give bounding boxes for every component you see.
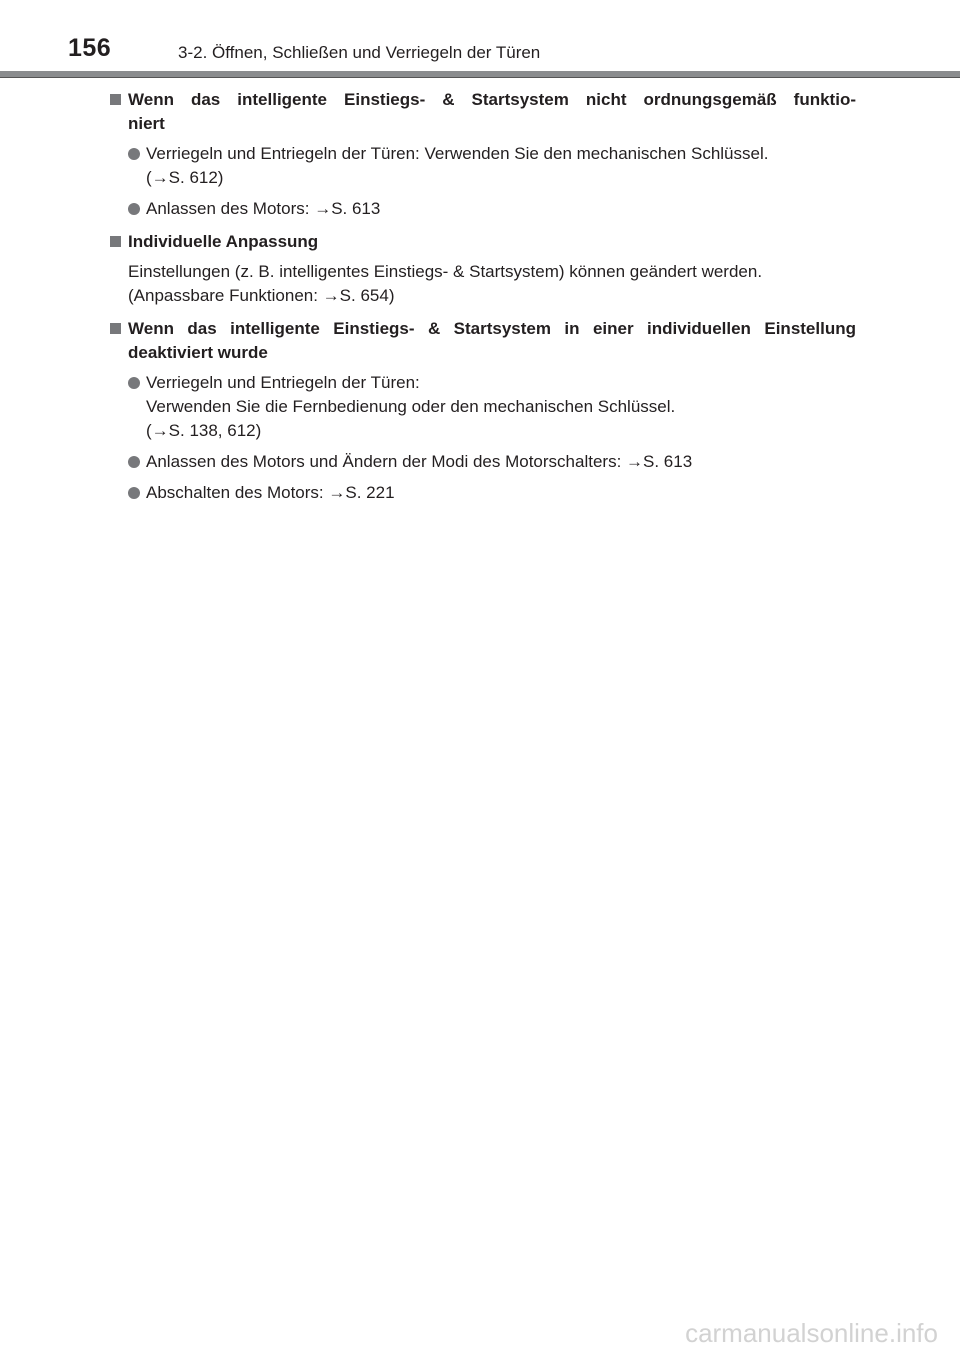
square-bullet-icon (110, 323, 121, 334)
square-bullet-icon (110, 236, 121, 247)
list-item-line: Anlassen des Motors und Ändern der Modi des Motorschalters: →S. 613 (146, 452, 693, 471)
circle-bullet-icon (128, 456, 140, 468)
list-item-line: Abschalten des Motors: →S. 221 (146, 483, 395, 502)
section-heading (108, 230, 856, 254)
list-item (108, 450, 856, 474)
heading-line: niert (128, 114, 165, 133)
list-item (108, 371, 856, 443)
circle-bullet-icon (128, 487, 140, 499)
circle-bullet-icon (128, 148, 140, 160)
circle-bullet-icon (128, 203, 140, 215)
list-item-line: Verwenden Sie die Fernbedienung oder den mechanischen Schlüssel. (146, 397, 676, 416)
list-item-line: Verriegeln und Entriegeln der Türen: (146, 373, 420, 392)
square-bullet-icon (110, 94, 121, 105)
page-content (108, 88, 856, 514)
section-heading (108, 317, 856, 365)
heading-line: Individuelle Anpassung (128, 232, 319, 251)
heading-line: Wenn das intelligente Einstiegs- & Startsystem in einer individuellen Einstellung (128, 319, 856, 338)
list-item (108, 197, 856, 221)
header-rule (0, 71, 960, 78)
page-reference-link[interactable]: (→S. 612) (146, 168, 224, 187)
section-deactivated (108, 317, 856, 505)
page-reference-link[interactable]: (Anpassbare Funktionen: →S. 654) (128, 286, 395, 305)
chapter-title: 3-2. Öffnen, Schließen und Verriegeln der Türen (178, 43, 541, 62)
section-individual-customization (108, 230, 856, 308)
list-item (108, 481, 856, 505)
section-heading (108, 88, 856, 136)
watermark: carmanualsonline.info (685, 1318, 938, 1348)
page-header (0, 0, 960, 80)
list-item (108, 142, 856, 190)
paragraph (108, 260, 856, 308)
section-not-functioning (108, 88, 856, 221)
heading-line: deaktiviert wurde (128, 343, 268, 362)
page-reference-link[interactable]: (→S. 138, 612) (146, 421, 262, 440)
heading-line: Wenn das intelligente Einstiegs- & Startsystem nicht ordnungsgemäß funktio- (128, 90, 856, 109)
page-number: 156 (68, 34, 112, 62)
circle-bullet-icon (128, 377, 140, 389)
list-item-line: Verriegeln und Entriegeln der Türen: Verwenden Sie den mechanischen Schlüssel. (146, 144, 769, 163)
list-item-line: Anlassen des Motors: →S. 613 (146, 199, 381, 218)
paragraph-line: Einstellungen (z. B. intelligentes Einstiegs- & Startsystem) können geändert werden. (128, 262, 763, 281)
